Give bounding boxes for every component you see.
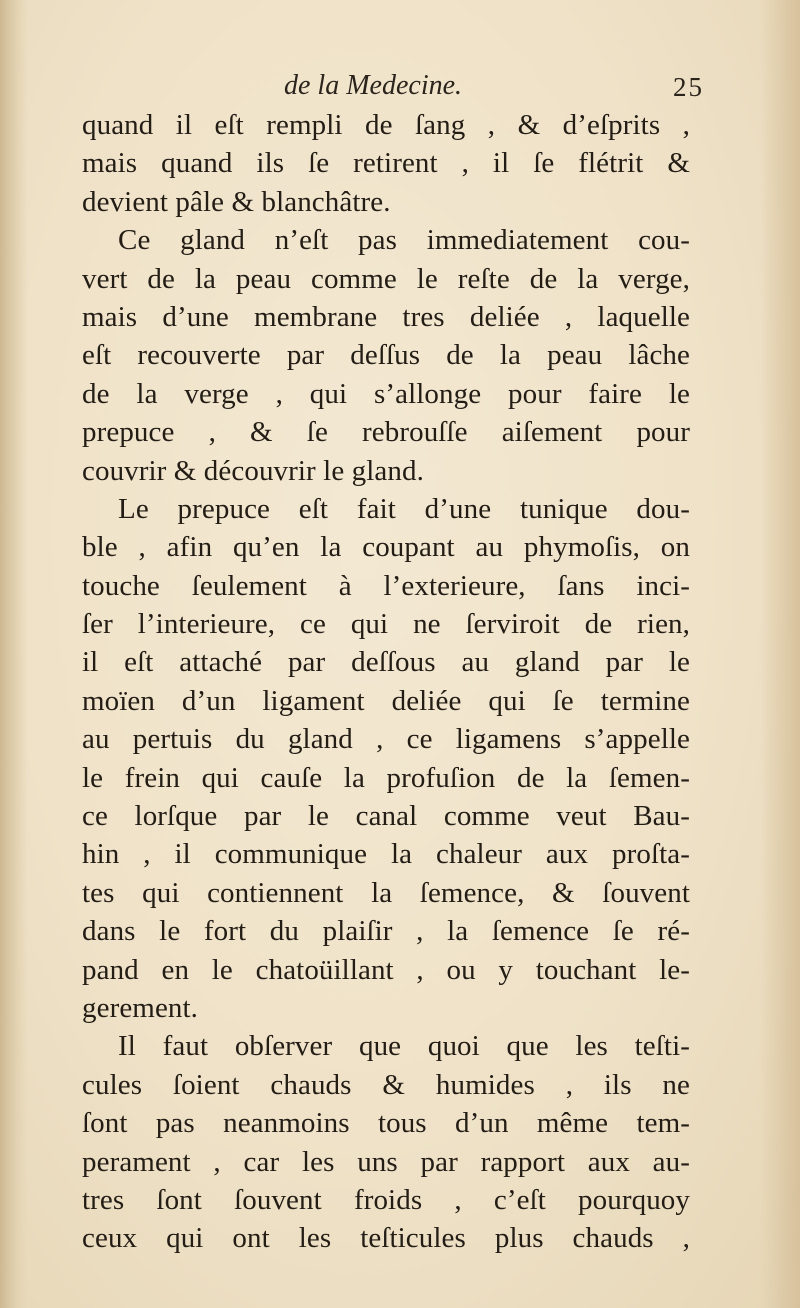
text-line: perament , car les uns par rapport aux au- xyxy=(82,1145,690,1178)
text-line: mais quand ils ſe retirent , il ſe flétrit & xyxy=(82,147,690,180)
text-line: dans le fort du plaiſir , la ſemence ſe ré- xyxy=(82,915,690,948)
text-line: gerement. xyxy=(82,991,199,1024)
text-line: quand il eſt rempli de ſang , & d’eſprits , xyxy=(82,109,690,141)
text-line: touche ſeulement à l’exterieure, ſans inci- xyxy=(82,569,690,602)
text-line: de la verge , qui s’allonge pour faire le xyxy=(82,377,690,410)
text-line: prepuce , & ſe rebrouſſe aiſement pour xyxy=(82,416,690,449)
text-line: vert de la peau comme le reſte de la verge, xyxy=(82,262,690,295)
text-line: pand en le chatoüillant , ou y touchant le- xyxy=(82,953,690,986)
text-line: Il faut obſerver que quoi que les teſti- xyxy=(118,1030,690,1063)
text-line: couvrir & découvrir le gland. xyxy=(82,454,424,487)
text-line: il eſt attaché par deſſous au gland par le xyxy=(82,646,690,679)
text-line: tes qui contiennent la ſemence, & ſouvent xyxy=(82,876,690,909)
text-line: mais d’une membrane tres deliée , laquelle xyxy=(82,300,690,333)
text-line: devient pâle & blanchâtre. xyxy=(82,185,391,218)
text-line: le frein qui cauſe la profuſion de la ſemen- xyxy=(82,761,690,794)
text-line: ſont pas neanmoins tous d’un même tem- xyxy=(82,1107,690,1140)
text-line: tres ſont ſouvent froids , c’eſt pourquoy xyxy=(82,1183,690,1216)
page-number: 25 xyxy=(673,72,704,102)
text-line: Ce gland n’eſt pas immediatement cou- xyxy=(118,224,690,257)
body-text xyxy=(82,106,690,1258)
text-line: hin , il communique la chaleur aux proſta- xyxy=(82,838,690,871)
text-line: ce lorſque par le canal comme veut Bau- xyxy=(82,800,690,833)
running-title: de la Medecine. xyxy=(284,70,463,101)
page-gutter-shadow xyxy=(0,0,28,1308)
text-line: ceux qui ont les teſticules plus chauds , xyxy=(82,1222,690,1255)
page-edge-shading xyxy=(760,0,800,1308)
text-line: ble , afin qu’en la coupant au phymoſis, on xyxy=(82,531,690,564)
text-line: moïen d’un ligament deliée qui ſe termine xyxy=(82,684,690,717)
page-header xyxy=(84,70,704,110)
text-line: cules ſoient chauds & humides , ils ne xyxy=(82,1068,690,1101)
text-line: ſer l’interieure, ce qui ne ſerviroit de rien, xyxy=(82,608,690,641)
text-line: au pertuis du gland , ce ligamens s’appelle xyxy=(82,723,690,756)
text-line: Le prepuce eſt fait d’une tunique dou- xyxy=(118,492,690,525)
text-line: eſt recouverte par deſſus de la peau lâche xyxy=(82,339,690,372)
